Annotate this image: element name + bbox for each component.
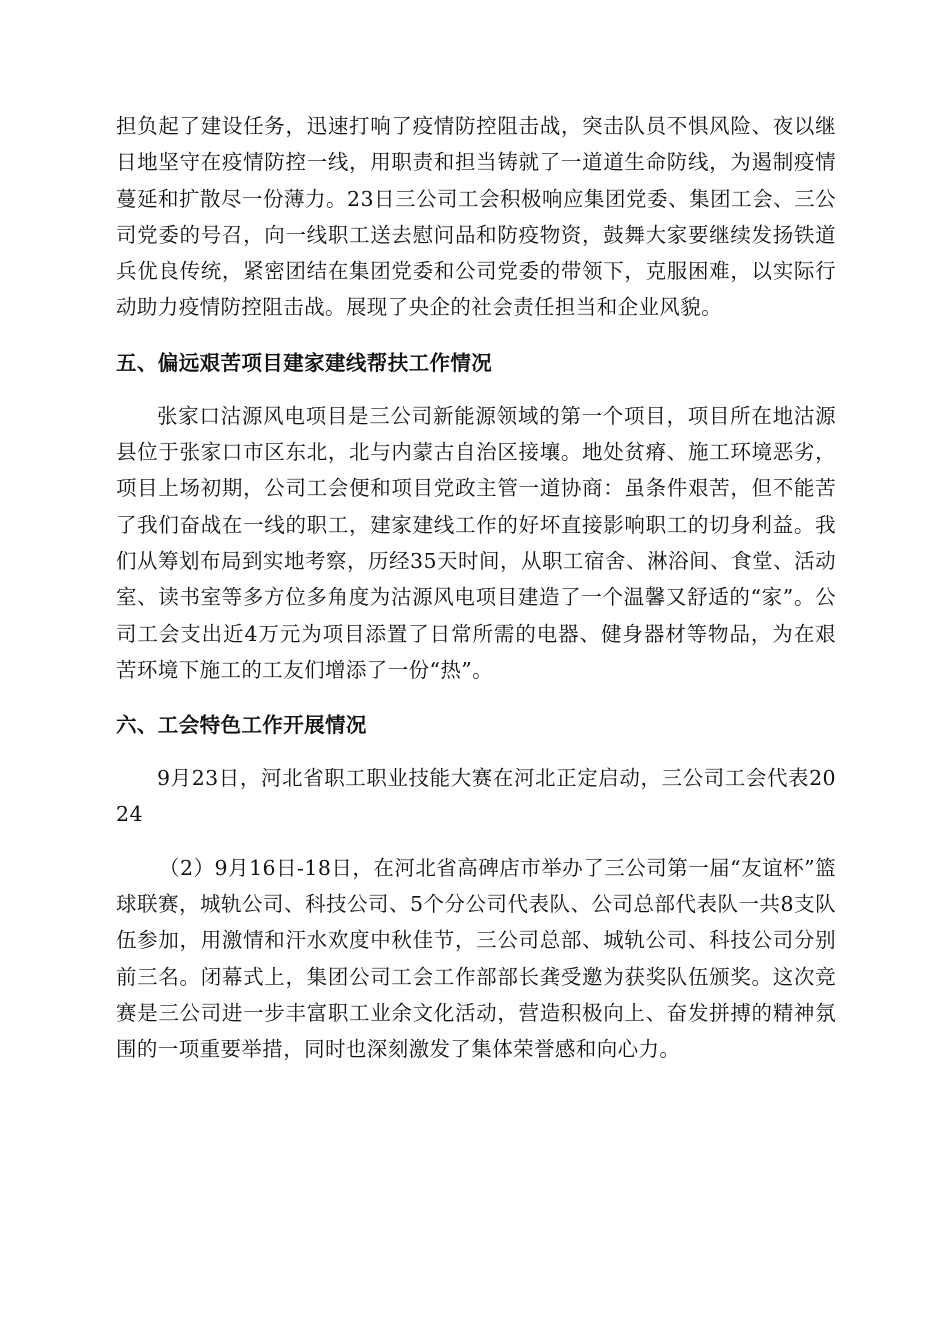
- document-body: [116, 108, 836, 1068]
- section-heading-6: 六、工会特色工作开展情况: [116, 713, 367, 738]
- section-heading-5: 五、偏远艰苦项目建家建线帮扶工作情况: [116, 350, 493, 375]
- paragraph-skills-contest: 9月23日，河北省职工职业技能大赛在河北正定启动，三公司工会代表2024: [116, 766, 836, 827]
- paragraph-epidemic-response: 担负起了建设任务，迅速打响了疫情防控阻击战，突击队员不惧风险、夜以继日地坚守在疫情防控一线，用职责和担当铸就了一道道生命防线，为遏制疫情蔓延和扩散尽一份薄力。23日三公司工会积极响应集团党委、集团工会、三公司党委的号召，向一线职工送去慰问品和防疫物资，鼓舞大家要继续发扬铁道兵优良传统，紧密团结在集团党委和公司党委的带领下，克服困难，以实际行动助力疫情防控阻击战。展现了央企的社会责任担当和企业风貌。: [116, 114, 836, 320]
- paragraph-remote-project-support: 张家口沽源风电项目是三公司新能源领域的第一个项目，项目所在地沽源县位于张家口市区东北，北与内蒙古自治区接壤。地处贫瘠、施工环境恶劣，项目上场初期，公司工会便和项目党政主管一道协商：虽条件艰苦，但不能苦了我们奋战在一线的职工，建家建线工作的好坏直接影响职工的切身利益。我们从筹划布局到实地考察，历经35天时间，从职工宿舍、淋浴间、食堂、活动室、读书室等多方位多角度为沽源风电项目建造了一个温馨又舒适的“家”。公司工会支出近4万元为项目添置了日常所需的电器、健身器材等物品，为在艰苦环境下施工的工友们增添了一份“热”。: [116, 403, 836, 682]
- paragraph-basketball-league: （2）9月16日-18日，在河北省高碑店市举办了三公司第一届“友谊杯”篮球联赛，城轨公司、科技公司、5个分公司代表队、公司总部代表队一共8支队伍参加，用激情和汗水欢度中秋佳节，三公司总部、城轨公司、科技公司分别前三名。闭幕式上，集团公司工会工作部部长龚受邀为获奖队伍颁奖。这次竞赛是三公司进一步丰富职工业余文化活动，营造积极向上、奋发拼搏的精神氛围的一项重要举措，同时也深刻激发了集体荣誉感和向心力。: [116, 855, 836, 1062]
